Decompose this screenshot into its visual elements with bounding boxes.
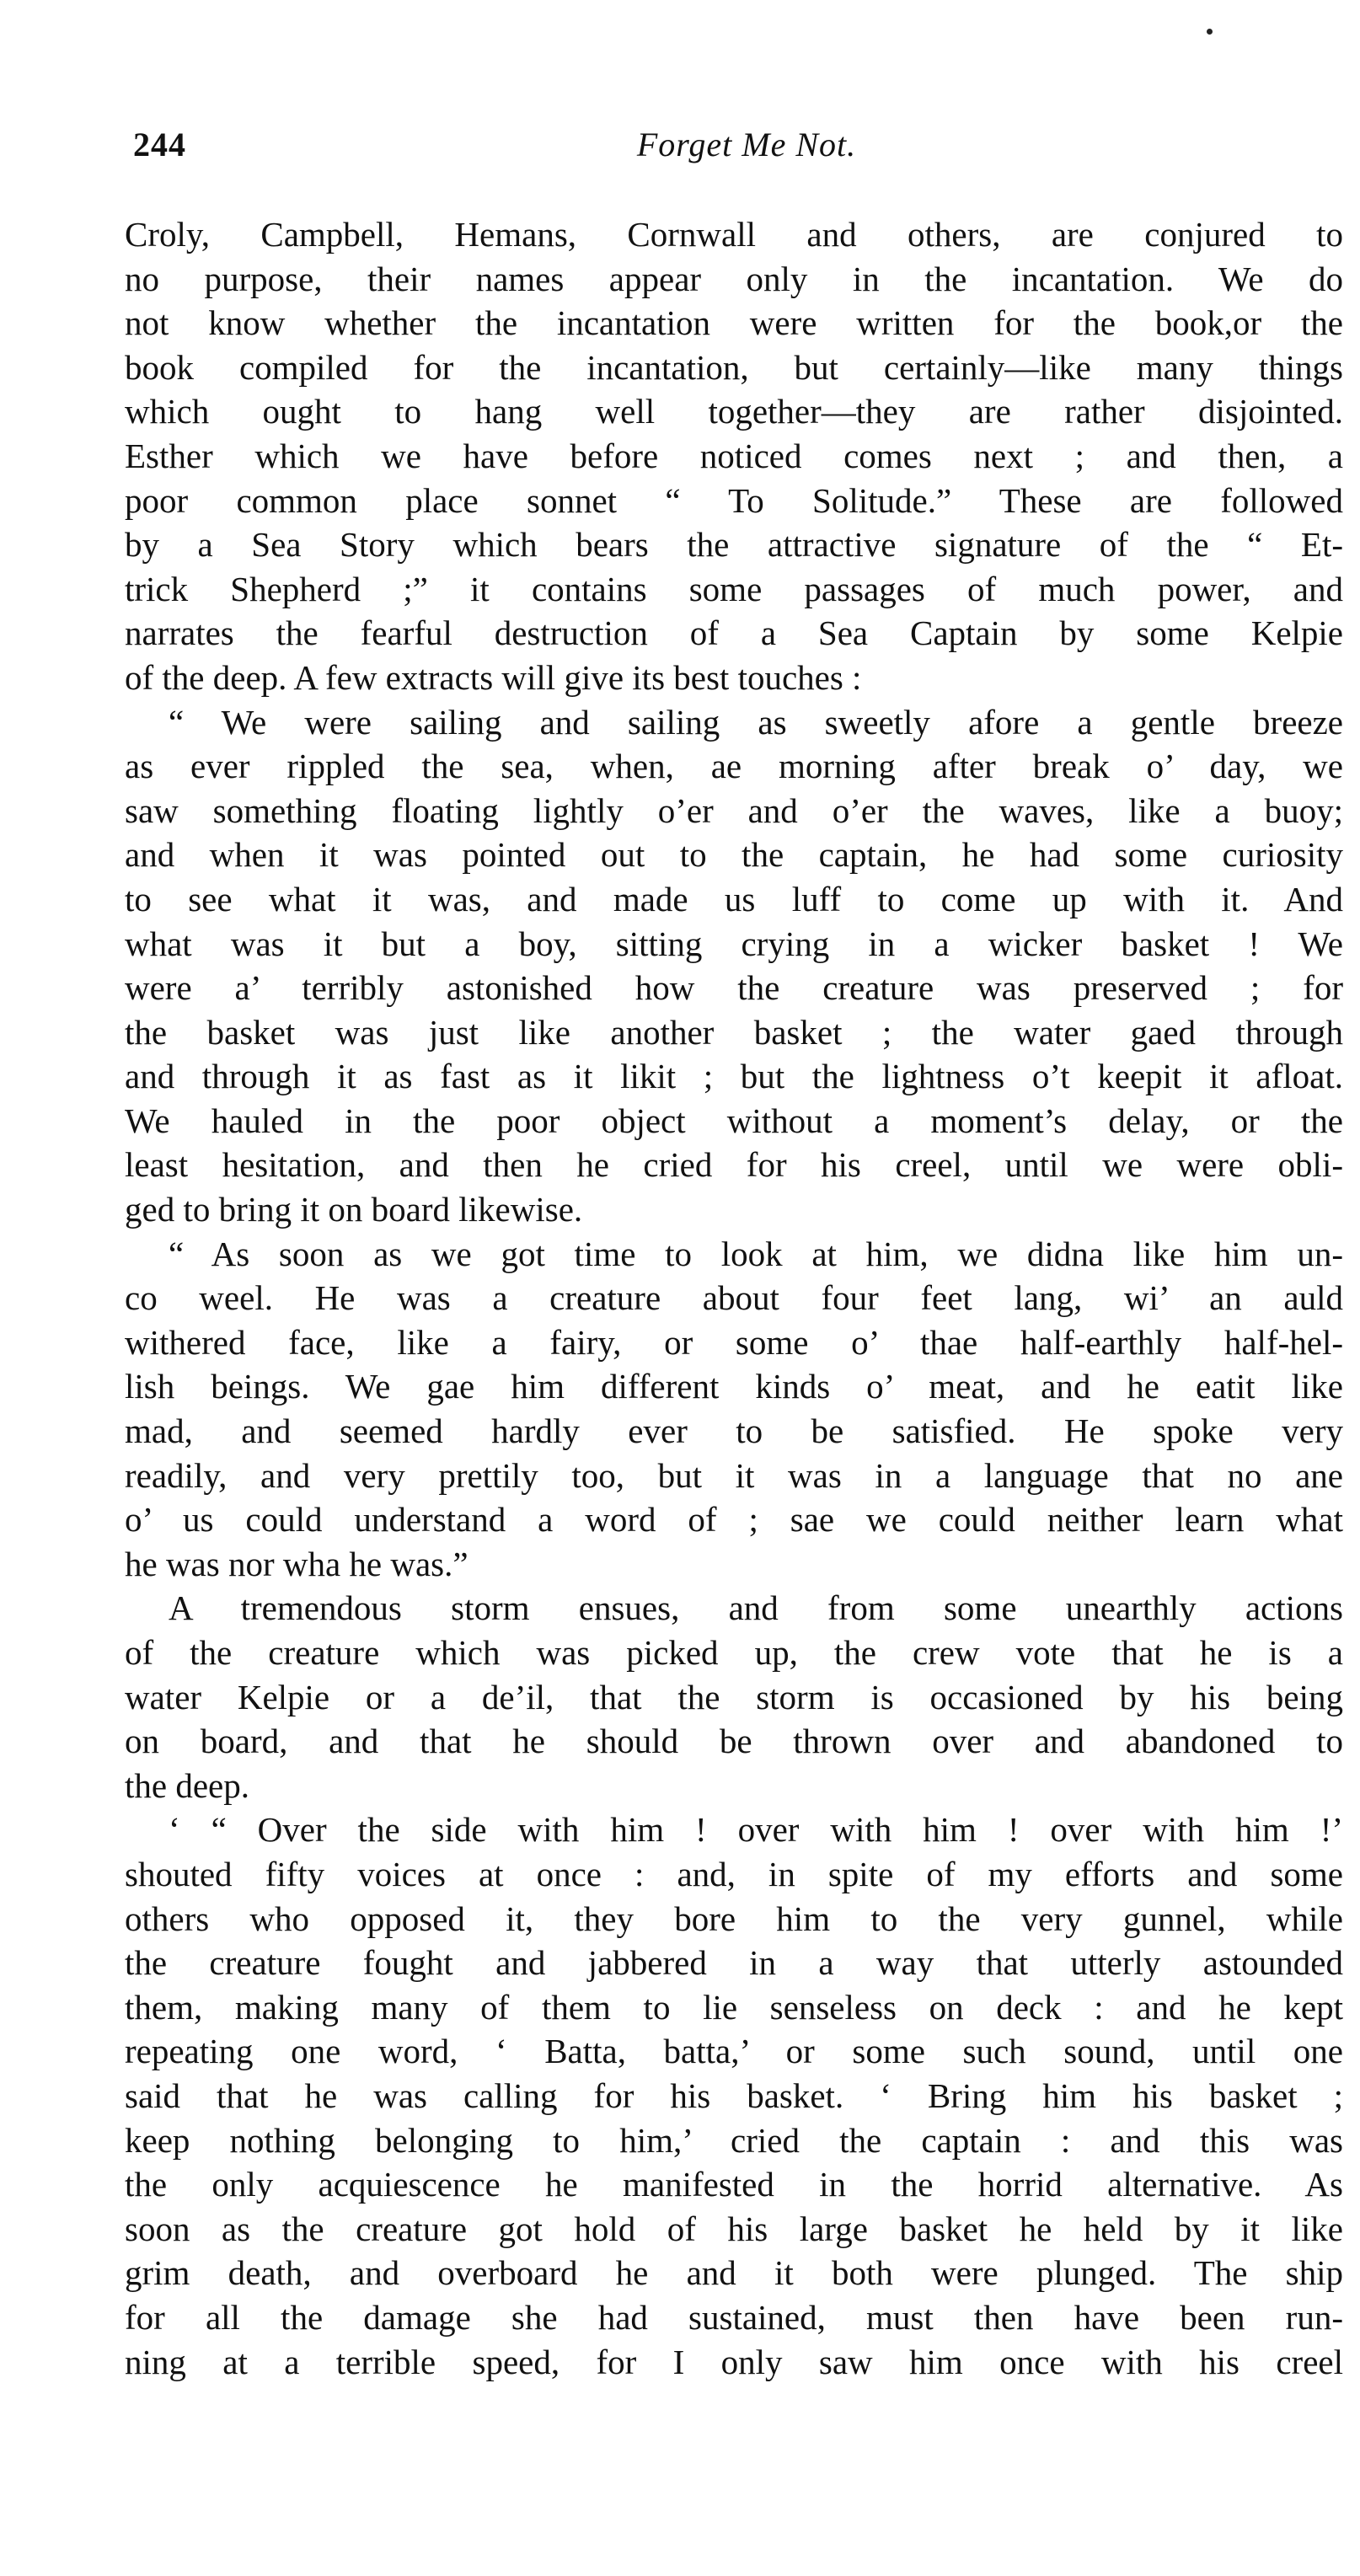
text-line: to see what it was, and made us luff to come up with it. And bbox=[125, 879, 1343, 918]
text-line: shouted fifty voices at once : and, in spite of my efforts and some bbox=[125, 1854, 1343, 1893]
text-line: by a Sea Story which bears the attractive signature of the “ Et- bbox=[125, 525, 1343, 565]
text-line: poor common place sonnet “ To Solitude.” These are followed bbox=[125, 480, 1343, 520]
text-line: not know whether the incantation were written for the book,or the bbox=[125, 303, 1343, 343]
text-line: which ought to hang well together—they are rather disjointed. bbox=[125, 392, 1343, 431]
page-header bbox=[133, 125, 1360, 167]
text-line: narrates the fearful destruction of a Sea Captain by some Kelpie bbox=[125, 613, 1343, 653]
text-line: water Kelpie or a de’il, that the storm is occasioned by his being bbox=[125, 1677, 1343, 1716]
text-line: “ We were sailing and sailing as sweetly afore a gentle breeze bbox=[169, 702, 1343, 742]
text-line: ged to bring it on board likewise. bbox=[125, 1190, 583, 1229]
body-text bbox=[125, 212, 1343, 2384]
text-line: and when it was pointed out to the captain, he had some curiosity bbox=[125, 835, 1343, 875]
text-line: Croly, Campbell, Hemans, Cornwall and others, are conjured to bbox=[125, 215, 1343, 254]
text-line: the creature fought and jabbered in a way that utterly astounded bbox=[125, 1943, 1343, 1983]
text-line: grim death, and overboard he and it both were plunged. The ship bbox=[125, 2253, 1343, 2293]
text-line: what was it but a boy, sitting crying in a wicker basket ! We bbox=[125, 924, 1343, 963]
text-line: as ever rippled the sea, when, ae morning after break o’ day, we bbox=[125, 747, 1343, 786]
text-line: trick Shepherd ;” it contains some passages of much power, and bbox=[125, 569, 1343, 608]
text-line: ning at a terrible speed, for I only saw him once with his creel bbox=[125, 2342, 1343, 2381]
text-line: the deep. bbox=[125, 1765, 249, 1805]
text-line: book compiled for the incantation, but certainly—like many things bbox=[125, 347, 1343, 387]
text-line: and through it as fast as it likit ; but the lightness o’t keepit it afloat. bbox=[125, 1057, 1343, 1096]
text-line: A tremendous storm ensues, and from some unearthly actions bbox=[169, 1588, 1343, 1628]
text-line: he was nor wha he was.” bbox=[125, 1544, 469, 1583]
text-line: of the deep. A few extracts will give its best touches : bbox=[125, 657, 862, 697]
text-line: least hesitation, and then he cried for his creel, until we were obli- bbox=[125, 1145, 1343, 1185]
text-line: were a’ terribly astonished how the creature was preserved ; for bbox=[125, 968, 1343, 1008]
text-line: co weel. He was a creature about four feet lang, wi’ an auld bbox=[125, 1278, 1343, 1318]
text-line: soon as the creature got hold of his large basket he held by it like bbox=[125, 2209, 1343, 2248]
text-line: of the creature which was picked up, the crew vote that he is a bbox=[125, 1633, 1343, 1672]
text-line: others who opposed it, they bore him to the very gunnel, while bbox=[125, 1899, 1343, 1938]
text-line: no purpose, their names appear only in the incantation. We do bbox=[125, 259, 1343, 298]
text-line: mad, and seemed hardly ever to be satisfied. He spoke very bbox=[125, 1411, 1343, 1451]
text-line: We hauled in the poor object without a moment’s delay, or the bbox=[125, 1101, 1343, 1140]
text-line: for all the damage she had sustained, must then have been run- bbox=[125, 2297, 1343, 2337]
text-line: lish beings. We gae him different kinds o’ meat, and he eatit like bbox=[125, 1367, 1343, 1406]
text-line: withered face, like a fairy, or some o’ thae half-earthly half-hel- bbox=[125, 1322, 1343, 1362]
text-line: the basket was just like another basket ; the water gaed through bbox=[125, 1012, 1343, 1052]
page-number: 244 bbox=[133, 126, 186, 163]
text-line: saw something floating lightly o’er and o’er the waves, like a buoy; bbox=[125, 790, 1343, 830]
text-line: readily, and very prettily too, but it was in a language that no ane bbox=[125, 1455, 1343, 1495]
text-line: repeating one word, ‘ Batta, batta,’ or some such sound, until one bbox=[125, 2032, 1343, 2071]
ink-speck bbox=[1207, 29, 1213, 35]
text-line: “ As soon as we got time to look at him, we didna like him un- bbox=[169, 1234, 1343, 1273]
text-line: the only acquiescence he manifested in the horrid alternative. As bbox=[125, 2165, 1343, 2204]
text-line: them, making many of them to lie senseless on deck : and he kept bbox=[125, 1987, 1343, 2027]
running-title: Forget Me Not. bbox=[636, 126, 857, 163]
text-line: keep nothing belonging to him,’ cried the captain : and this was bbox=[125, 2120, 1343, 2160]
text-line: said that he was calling for his basket. ‘ Bring him his basket ; bbox=[125, 2075, 1343, 2115]
text-line: Esther which we have before noticed comes next ; and then, a bbox=[125, 436, 1343, 475]
text-line: ‘ “ Over the side with him ! over with him ! over with him !’ bbox=[169, 1810, 1343, 1850]
text-line: o’ us could understand a word of ; sae we could neither learn what bbox=[125, 1500, 1343, 1540]
text-line: on board, and that he should be thrown over and abandoned to bbox=[125, 1722, 1343, 1761]
